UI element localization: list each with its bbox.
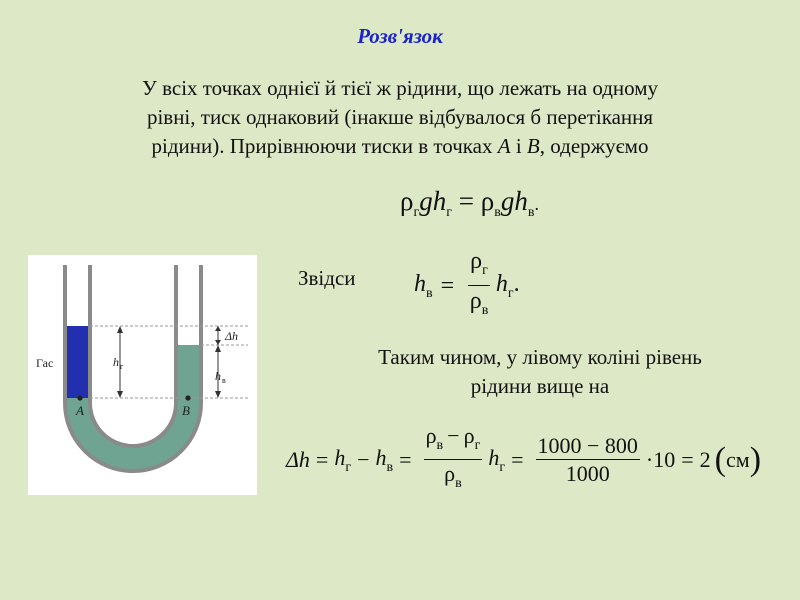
sub-g: г [446,205,452,220]
h-symbol: h [514,186,528,216]
result-value: 2 [699,447,711,472]
sub-v: в [455,476,462,491]
rho-symbol: ρ [425,423,437,448]
intro-line-1: У всіх точках однієї й тієї ж рідини, що лежать на одному [141,76,659,100]
rho-symbol: ρ [463,423,475,448]
pressure-equality-equation [400,186,539,221]
density-difference-fraction [424,424,483,496]
kerosene-fill [65,326,90,398]
numeric-denominator: 1000 [565,461,610,486]
minus-sign: − [357,447,370,472]
numeric-fraction [536,434,640,486]
sub-v: в [481,303,489,318]
zvidsy-label: Звідси [298,266,356,290]
g-symbol: g [419,186,433,216]
u-tube-diagram [28,255,257,495]
rho-symbol: ρ [400,186,414,216]
sub-v: в [436,438,444,453]
conclusion-line-2: рідини вище на [470,374,610,398]
tube-inner-wall [90,265,176,446]
result-unit: см [726,447,750,472]
u-tube-figure [28,255,257,495]
slide-title: Розв'язок [357,24,443,48]
sub-g: г [413,205,420,220]
rho-symbol: ρ [469,288,482,314]
h-symbol: h [414,270,426,297]
point-a-marker [77,395,82,400]
intro-paragraph [40,74,760,161]
gas-label: Гас [36,356,54,370]
point-a-ref: A [497,134,511,158]
sub-g: г [345,459,352,475]
sub-g: г [499,459,506,475]
g-symbol: g [500,186,515,216]
conclusion-text [290,343,790,401]
hv-sub-label: в [222,376,226,385]
point-a-label: A [76,403,84,418]
h-symbol: h [495,270,508,297]
intro-line-3 [40,132,760,161]
hv-label: h [215,369,221,383]
period: . [513,270,520,297]
sub-v: в [386,459,394,475]
equals-sign: = [451,186,481,216]
equals-sign: = [440,272,455,299]
height-ratio-equation [414,248,520,324]
equals-sign: = [315,447,329,472]
h-symbol: h [432,186,447,216]
equals-sign: = [681,447,694,472]
intro-conj: і [510,134,527,158]
h-symbol: h [375,444,387,470]
rho-symbol: ρ [480,186,495,216]
sub-v: в [494,205,501,220]
period: . [534,194,539,214]
hg-label: h [113,355,119,369]
point-b-label: B [182,403,190,418]
delta-h-label: Δh [225,329,239,343]
hg-sub-label: г [120,362,124,371]
point-b-marker [185,395,190,400]
intro-line-3-end: , одержуємо [539,134,649,158]
equals-sign: = [399,447,412,472]
rho-symbol: ρ [444,461,456,486]
point-b-ref: B [526,134,540,158]
h-symbol: h [488,444,500,470]
rho-symbol: ρ [470,248,483,274]
density-fraction [468,248,490,324]
intro-line-3-start: рідини). Прирівнюючи тиски в точках [151,134,498,158]
multiplier: ·10 [645,447,676,472]
sub-g: г [474,438,481,453]
numeric-numerator: 1000 − 800 [537,433,638,458]
sub-v: в [527,205,535,220]
equals-sign: = [511,447,524,472]
minus-sign: − [447,423,460,448]
height-difference-equation: Δh = $h_г$ − $h_в$ = $\frac{\rho_в - \rho_г}{\rho_в}$ $h_г$ = $\frac{1000 - 800}{1000}$ ·10 = 2 ( см ) [286,424,761,496]
sub-v: в [426,285,433,301]
h-symbol: h [334,444,346,470]
intro-line-2: рівні, тиск однаковий (інакше відбувалося б перетікання [146,105,654,129]
sub-g: г [482,263,488,278]
conclusion-line-1: Таким чином, у лівому коліні рівень [378,345,702,369]
delta-h-symbol: Δh [286,447,310,472]
sub-g: г [507,285,514,301]
